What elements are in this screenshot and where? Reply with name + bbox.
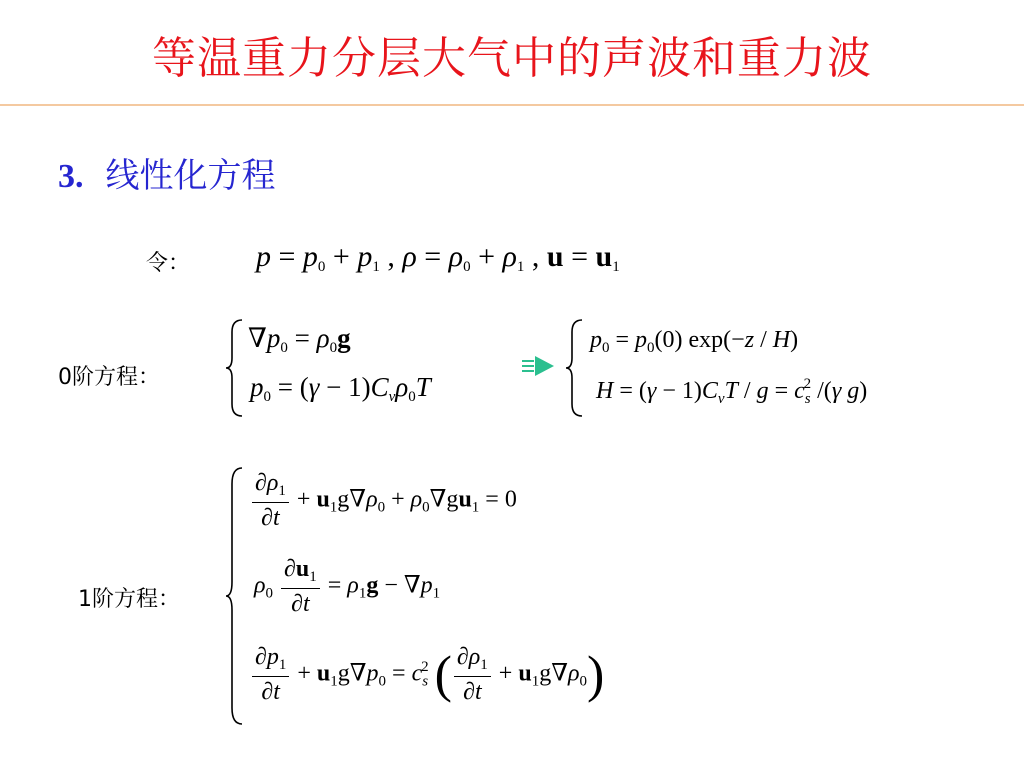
order1-eq-energy: $\frac{\partial p_1}{\partial t}$ + $u_1g\nabla p_0 = c_s^2$ ( $\frac{\partial\rho_1}{\partial t}$ + $u_1g\nabla\rho_0$) [250, 644, 604, 706]
arrow-icon [522, 356, 556, 378]
section-number: 3. [58, 158, 84, 195]
order0-brace [226, 318, 246, 418]
order1-eq-continuity: $\frac{\partial\rho_1}{\partial t}$ + $u_1g\nabla\rho_0 + \rho_0\nabla gu_1 = 0$ [250, 470, 517, 532]
order0-eq-hydrostatic: $\nabla p_0 = \rho_0g$ [248, 323, 351, 356]
section-heading [58, 148, 276, 197]
title-divider [0, 104, 1024, 106]
slide-title: 等温重力分层大气中的声波和重力波 [152, 33, 872, 84]
order0-eq-scale-height: $H = (\gamma - 1)C_vT / g = c_s^2$ /(γ g) [596, 376, 868, 407]
linearization-equation: $p = p_0 + p_1$ , $\rho = \rho_0 + \rho_1$ , $u = u_1$ [256, 240, 620, 275]
order0-label: 0阶方程： [58, 365, 160, 390]
order0-eq-state: $p_0 = (\gamma - 1)C_v\rho_0T$ [250, 372, 431, 405]
order0-result-brace [566, 318, 586, 418]
order0-eq-pressure-profile: $p_0 = p_0(0)$ exp(−z / H) [590, 327, 799, 356]
let-label: 令： [146, 251, 191, 276]
order1-eq-momentum: $\rho_0$ $\frac{\partial u_1}{\partial t}$ = $\rho_1g - \nabla p_1$ [254, 556, 441, 617]
order1-label: 1阶方程： [78, 587, 180, 612]
section-title: 线性化方程 [105, 156, 276, 196]
order1-brace [226, 466, 246, 726]
